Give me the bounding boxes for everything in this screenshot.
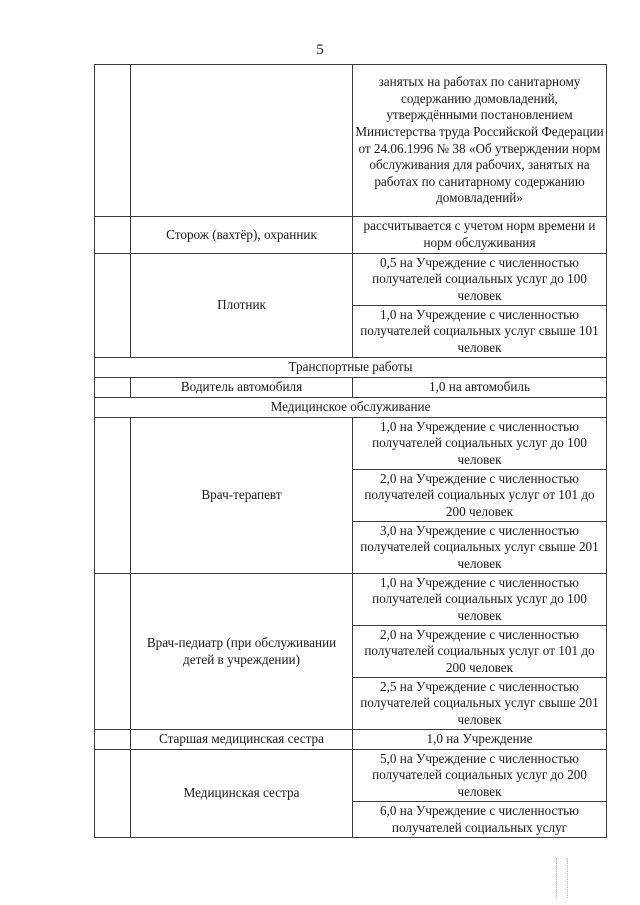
page-number: 5: [316, 42, 324, 58]
number-cell: [95, 217, 131, 254]
norm-cell: 5,0 на Учреждение с численностью получателей социальных услуг до 200 человек: [353, 750, 607, 802]
norm-cell: 1,0 на Учреждение с численностью получателей социальных услуг до 100 человек: [353, 418, 607, 470]
table-row: [95, 730, 607, 750]
section-heading: Транспортные работы: [95, 358, 607, 378]
position-cell: Старшая медицинская сестра: [131, 730, 353, 750]
number-cell: [95, 750, 131, 838]
table-row: [95, 418, 607, 470]
number-cell: [95, 65, 131, 217]
norm-cell: 3,0 на Учреждение с численностью получателей социальных услуг свыше 201 человек: [353, 522, 607, 574]
scan-artifact: [556, 858, 568, 898]
table-row: [95, 574, 607, 626]
position-cell: Плотник: [131, 254, 353, 358]
number-cell: [95, 378, 131, 398]
norm-cell: 1,0 на автомобиль: [353, 378, 607, 398]
norm-cell: 2,5 на Учреждение с численностью получателей социальных услуг свыше 201 человек: [353, 678, 607, 730]
table-row: [95, 65, 607, 217]
staffing-norms-table: [94, 64, 607, 838]
norm-cell: 2,0 на Учреждение с численностью получателей социальных услуг от 101 до 200 человек: [353, 470, 607, 522]
norm-cell: 6,0 на Учреждение с численностью получателей социальных услуг: [353, 802, 607, 838]
table-row: [95, 750, 607, 802]
position-cell: Врач-педиатр (при обслуживании детей в учреждении): [131, 574, 353, 730]
norm-cell: 1,0 на Учреждение с численностью получателей социальных услуг до 100 человек: [353, 574, 607, 626]
position-cell: Медицинская сестра: [131, 750, 353, 838]
norm-cell: 1,0 на Учреждение: [353, 730, 607, 750]
norm-cell: занятых на работах по санитарному содержанию домовладений, утверждёнными постановлением Министерства труда Российской Федерации от 24.06.1996 № 38 «Об утверждении норм обслуживания для рабочих, занятых на работах по санитарному содержанию домовладений»: [353, 65, 607, 217]
number-cell: [95, 254, 131, 358]
section-row: [95, 358, 607, 378]
section-row: [95, 398, 607, 418]
table-row: [95, 378, 607, 398]
position-cell: Сторож (вахтёр), охранник: [131, 217, 353, 254]
norm-cell: 0,5 на Учреждение с численностью получателей социальных услуг до 100 человек: [353, 254, 607, 306]
position-cell: Водитель автомобиля: [131, 378, 353, 398]
section-heading: Медицинское обслуживание: [95, 398, 607, 418]
norm-cell: 2,0 на Учреждение с численностью получателей социальных услуг от 101 до 200 человек: [353, 626, 607, 678]
number-cell: [95, 574, 131, 730]
number-cell: [95, 418, 131, 574]
position-cell: Врач-терапевт: [131, 418, 353, 574]
number-cell: [95, 730, 131, 750]
norm-cell: рассчитывается с учетом норм времени и норм обслуживания: [353, 217, 607, 254]
norm-cell: 1,0 на Учреждение с численностью получателей социальных услуг свыше 101 человек: [353, 306, 607, 358]
position-cell: [131, 65, 353, 217]
table-row: [95, 217, 607, 254]
table-row: [95, 254, 607, 306]
